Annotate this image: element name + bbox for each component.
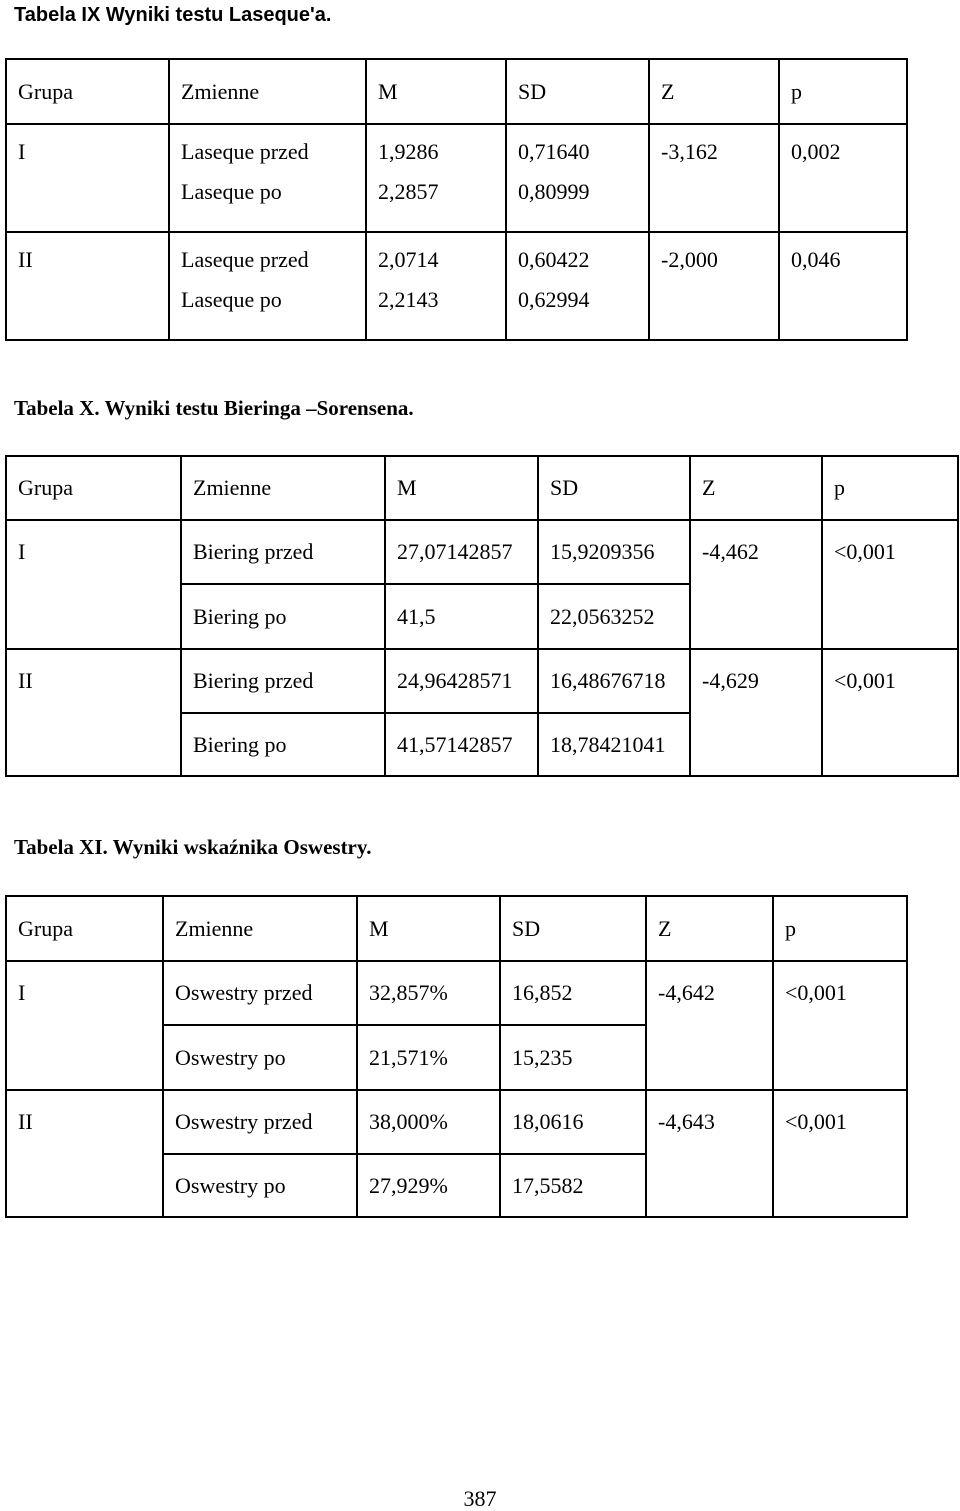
header-cell: M	[357, 896, 500, 961]
header-cell: p	[822, 456, 958, 520]
variable-line: Laseque po	[181, 287, 282, 312]
header-cell: Grupa	[6, 456, 181, 520]
header-cell: M	[366, 59, 506, 124]
header-cell: Z	[649, 59, 779, 124]
p-cell: <0,001	[773, 961, 907, 1090]
group-cell: II	[6, 649, 181, 776]
table-header-row	[6, 896, 907, 961]
biering-sorensen-table	[5, 455, 959, 777]
header-cell: Grupa	[6, 59, 169, 124]
mean-line: 2,2857	[378, 179, 439, 204]
variable-cell	[169, 232, 366, 340]
mean-cell: 38,000%	[357, 1090, 500, 1154]
mean-cell: 41,5	[385, 584, 538, 649]
z-cell: -3,162	[649, 124, 779, 232]
header-cell: Zmienne	[163, 896, 357, 961]
p-cell: 0,046	[779, 232, 907, 340]
table-header-row	[6, 456, 958, 520]
sd-line: 0,60422	[518, 247, 590, 272]
table-caption: Tabela XI. Wyniki wskaźnika Oswestry.	[14, 835, 372, 859]
sd-cell	[506, 124, 649, 232]
table-header-row	[6, 59, 907, 124]
mean-line: 2,0714	[378, 247, 439, 272]
header-cell: p	[773, 896, 907, 961]
table-row	[6, 520, 958, 584]
z-cell: -4,629	[690, 649, 822, 776]
sd-cell	[506, 232, 649, 340]
mean-line: 1,9286	[378, 139, 439, 164]
oswestry-table	[5, 895, 908, 1218]
mean-cell	[366, 232, 506, 340]
p-cell: 0,002	[779, 124, 907, 232]
page-number: 387	[463, 1486, 497, 1511]
table-row	[6, 232, 907, 340]
table-row	[6, 124, 907, 232]
header-cell: Z	[690, 456, 822, 520]
z-cell: -4,642	[646, 961, 773, 1090]
table-caption: Tabela IX Wyniki testu Laseque'a.	[14, 4, 332, 26]
sd-cell: 16,852	[500, 961, 646, 1025]
header-cell: Z	[646, 896, 773, 961]
laseque-table	[5, 58, 908, 341]
variable-cell: Oswestry po	[163, 1154, 357, 1217]
header-cell: M	[385, 456, 538, 520]
variable-cell: Biering po	[181, 713, 385, 776]
sd-line: 0,71640	[518, 139, 590, 164]
sd-cell: 16,48676718	[538, 649, 690, 713]
mean-cell: 24,96428571	[385, 649, 538, 713]
table-row	[6, 649, 958, 713]
header-cell: SD	[538, 456, 690, 520]
sd-cell: 18,0616	[500, 1090, 646, 1154]
variable-line: Laseque przed	[181, 139, 309, 164]
sd-cell: 17,5582	[500, 1154, 646, 1217]
mean-cell: 32,857%	[357, 961, 500, 1025]
z-cell: -4,462	[690, 520, 822, 649]
header-cell: SD	[500, 896, 646, 961]
variable-cell: Oswestry po	[163, 1025, 357, 1090]
z-cell: -2,000	[649, 232, 779, 340]
p-cell: <0,001	[822, 520, 958, 649]
sd-cell: 15,235	[500, 1025, 646, 1090]
mean-cell: 27,929%	[357, 1154, 500, 1217]
header-cell: p	[779, 59, 907, 124]
table-row	[6, 961, 907, 1025]
mean-cell	[366, 124, 506, 232]
mean-line: 2,2143	[378, 287, 439, 312]
mean-cell: 21,571%	[357, 1025, 500, 1090]
variable-cell: Biering przed	[181, 649, 385, 713]
table-caption: Tabela X. Wyniki testu Bieringa –Sorensena.	[14, 396, 414, 420]
variable-cell: Oswestry przed	[163, 961, 357, 1025]
z-cell: -4,643	[646, 1090, 773, 1217]
variable-cell: Biering po	[181, 584, 385, 649]
variable-line: Laseque przed	[181, 247, 309, 272]
p-cell: <0,001	[822, 649, 958, 776]
mean-cell: 27,07142857	[385, 520, 538, 584]
variable-line: Laseque po	[181, 179, 282, 204]
group-cell: II	[6, 232, 169, 340]
sd-cell: 15,9209356	[538, 520, 690, 584]
sd-line: 0,80999	[518, 179, 590, 204]
variable-cell: Biering przed	[181, 520, 385, 584]
header-cell: Zmienne	[169, 59, 366, 124]
table-row	[6, 1090, 907, 1154]
header-cell: SD	[506, 59, 649, 124]
header-cell: Zmienne	[181, 456, 385, 520]
group-cell: I	[6, 124, 169, 232]
sd-line: 0,62994	[518, 287, 590, 312]
sd-cell: 18,78421041	[538, 713, 690, 776]
header-cell: Grupa	[6, 896, 163, 961]
group-cell: I	[6, 961, 163, 1090]
variable-cell	[169, 124, 366, 232]
group-cell: II	[6, 1090, 163, 1217]
mean-cell: 41,57142857	[385, 713, 538, 776]
group-cell: I	[6, 520, 181, 649]
sd-cell: 22,0563252	[538, 584, 690, 649]
p-cell: <0,001	[773, 1090, 907, 1217]
variable-cell: Oswestry przed	[163, 1090, 357, 1154]
